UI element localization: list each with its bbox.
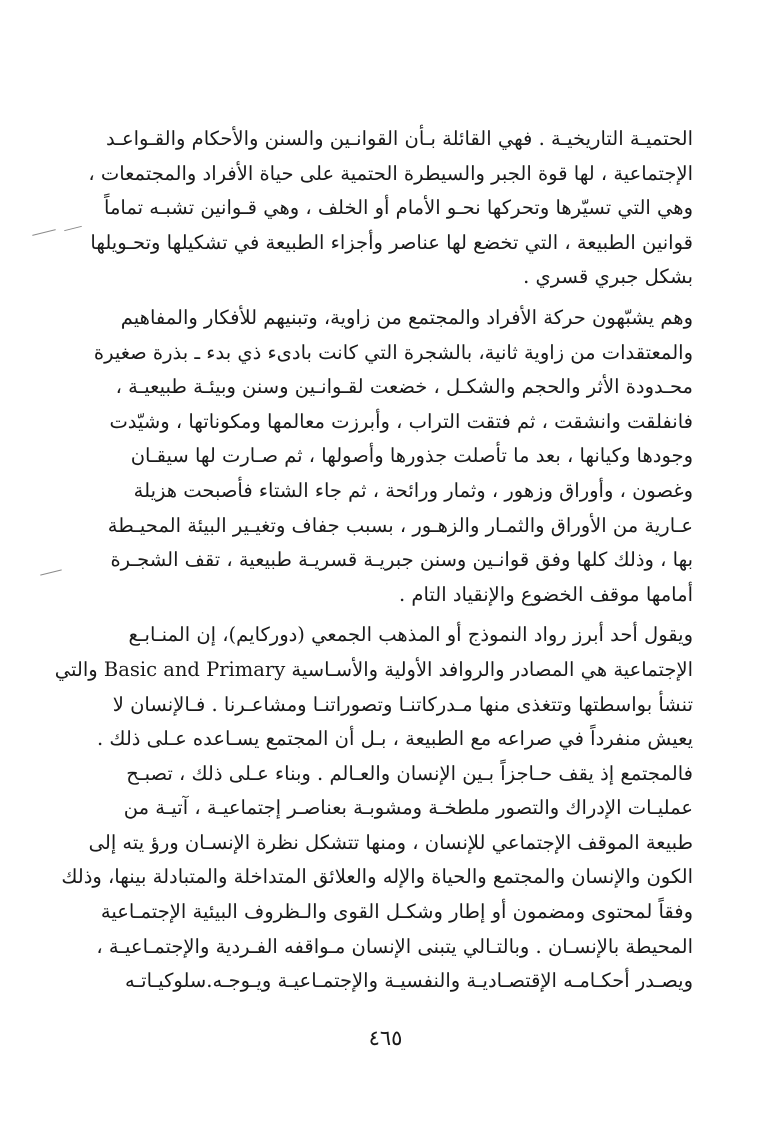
margin-pencil-mark (40, 569, 62, 575)
text-line: الكون والإنسان والمجتمع والحياة والإله والعلائق المتداخلة والمتبادلة بينها، وذلك (61, 865, 693, 889)
text-line: وهم يشبّهون حركة الأفراد والمجتمع من زاوية، وتبنيهم للأفكار والمفاهيم (120, 305, 693, 329)
text-line: بشكل جبري قسري . (523, 265, 693, 289)
text-line: عمليـات الإدراك والتصور ملطخـة ومشوبـة بعناصـر إجتماعيـة ، آتيـة من (123, 796, 693, 820)
text-line: وهي التي تسيّرها وتحركها نحـو الأمام أو الخلف ، وهي قـوانين تشبـه تماماً (104, 196, 693, 220)
text-line: الحتميـة التاريخيـة . فهي القائلة بـأن القوانـين والسنن والأحكام والقـواعـد (106, 127, 693, 150)
text-line: فانفلقت وانشقت ، ثم فتقت التراب ، وأبرزت معالمها ومكوناتها ، وشيّدت (109, 409, 693, 433)
text-line: ويصـدر أحكـامـه الإقتصـاديـة والنفسيـة والإجتمـاعيـة ويـوجـه.سلوكيـاتـه (124, 969, 693, 993)
text-line: وفقاً لمحتوى ومضمون أو إطار وشكـل القوى والـظروف البيئية الإجتمـاعية (100, 900, 693, 924)
margin-pencil-mark (64, 226, 82, 231)
text-line: تنشأ بواسطتها وتتغذى منها مـدركاتنـا وتصوراتنـا ومشاعـرنا . فـالإنسان لا (112, 692, 693, 716)
paragraph-3 (54, 618, 693, 999)
text-line: وغصون ، وأوراق وزهور ، وثمار ورائحة ، ثم جاء الشتاء فأصبحت هزيلة (133, 478, 693, 502)
text-line: وجودها وكيانها ، بعد ما تأصلت جذورها وأصولها ، ثم صـارت لها سيقـان (130, 444, 693, 468)
margin-pencil-mark (32, 229, 56, 236)
text-line: والمعتقدات من زاوية ثانية، بالشجرة التي كانت بادىء ذي بدء ـ بذرة صغيرة (93, 340, 693, 364)
text-line: طبيعة الموقف الإجتماعي للإنسان ، ومنها تتشكل نظرة الإنسـان ورؤ يته إلى (88, 830, 693, 854)
text-line: الإجتماعية هي المصادر والروافد الأولية والأسـاسية Basic and Primary والتي (54, 657, 693, 681)
text-line: عـارية من الأوراق والثمـار والزهـور ، بسبب جفاف وتغيـير البيئة المحيـطة (107, 513, 693, 537)
text-line: قوانين الطبيعة ، التي تخضع لها عناصر وأجزاء الطبيعة في تشكيلها وتحـويلها (90, 230, 693, 254)
paragraph-1 (88, 122, 693, 295)
text-line: الإجتماعية ، لها قوة الجبر والسيطرة الحتمية على حياة الأفراد والمجتمعات ، (88, 161, 693, 185)
text-line: محـدودة الأثر والحجم والشكـل ، خضعت لقـوانـين وسنن وبيئـة طبيعيـة ، (115, 375, 693, 399)
text-line: بها ، وذلك كلها وفق قوانـين وسنن جبريـة قسريـة طبيعية ، تقف الشجـرة (110, 548, 693, 572)
page-number: ٤٦٥ (368, 1026, 403, 1050)
text-line: المحيطة بالإنسـان . وبالتـالي يتبنى الإنسان مـواقفه الفـردية والإجتمـاعيـة ، (96, 934, 693, 958)
text-line: يعيش منفرداً في صراعه مع الطبيعة ، بـل أن المجتمع يسـاعده عـلى ذلك . (97, 727, 693, 751)
body-text (54, 122, 693, 999)
text-line: فالمجتمع إذ يقف حـاجزاً بـين الإنسان والعـالم . وبناء عـلى ذلك ، تصبـح (126, 761, 693, 785)
text-line: ويقول أحد أبرز رواد النموذج أو المذهب الجمعي (دوركايم)، إن المنـابـع (128, 623, 693, 647)
paragraph-2 (93, 301, 693, 612)
text-line: أمامها موقف الخضوع والإنقياد التام . (399, 582, 693, 606)
